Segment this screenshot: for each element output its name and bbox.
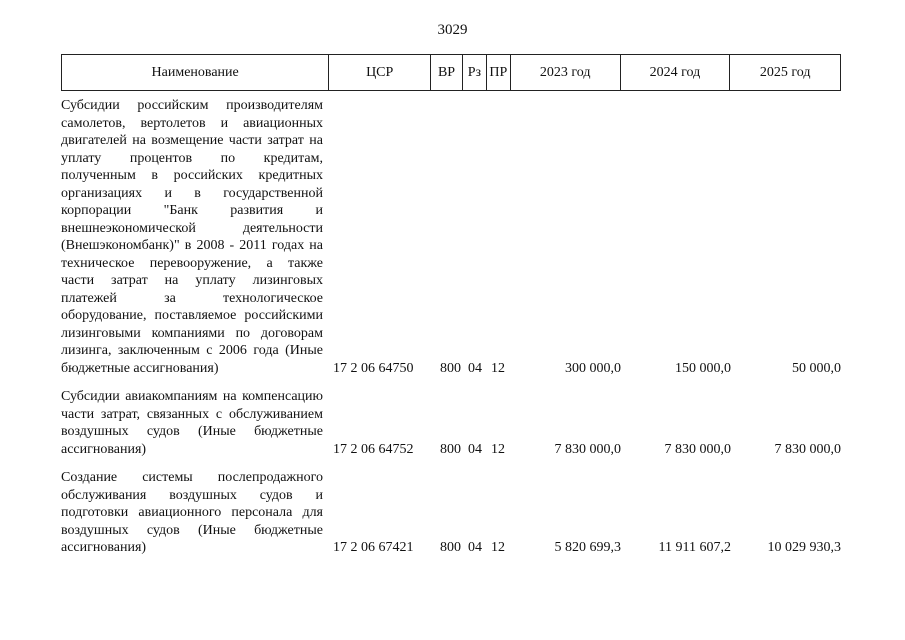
row-amount-2024: 7 830 000,0 (664, 441, 731, 457)
row-amount-2024: 11 911 607,2 (658, 540, 731, 555)
row-rz: 04 (468, 441, 482, 457)
table-row (61, 97, 841, 377)
row-pr: 12 (491, 360, 505, 376)
header-rz: Рз (463, 55, 487, 90)
row-amount-2025: 50 000,0 (792, 360, 841, 376)
table-row (61, 388, 841, 458)
header-csr: ЦСР (329, 55, 431, 90)
header-pr: ПР (487, 55, 511, 90)
row-pr: 12 (491, 540, 505, 555)
row-name: Создание системы послепродажного обслуживания воздушных судов и подготовки авиационного персонала для воздушных судов (Иные бюджетные ассигнования) (61, 470, 323, 555)
row-pr: 12 (491, 441, 505, 457)
header-vr: ВР (431, 55, 463, 90)
page-number: 3029 (437, 22, 468, 38)
row-amount-2025: 10 029 930,3 (767, 540, 841, 555)
row-amount-2023: 7 830 000,0 (554, 441, 621, 457)
header-year-2023: 2023 год (511, 55, 621, 90)
row-amount-2024: 150 000,0 (675, 360, 731, 376)
row-vr: 800 (440, 540, 461, 555)
table-header (61, 54, 841, 91)
row-amount-2023: 300 000,0 (565, 360, 621, 376)
row-amount-2023: 5 820 699,3 (554, 540, 621, 555)
table-row (61, 469, 841, 557)
row-rz: 04 (468, 360, 482, 376)
row-csr: 17 2 06 64750 (333, 360, 414, 376)
table-body (61, 97, 841, 568)
row-name: Субсидии авиакомпаниям на компенсацию части затрат, связанных с обслуживанием воздушных судов (Иные бюджетные ассигнования) (61, 389, 323, 457)
row-name: Субсидии российским производителям самолетов, вертолетов и авиационных двигателей на возмещение части затрат на уплату процентов по кредитам, полученным в российских кредитных организациях и в государственной корпорации "Банк развития и внешнеэкономической деятельности (Внешэкономбанк)" в 2008 - 2011 годах на техническое перевооружение, а также части затрат на уплату лизинговых платежей за технологическое оборудование, поставляемое российскими лизинговыми компаниями по договорам лизинга, заключенным с 2006 года (Иные бюджетные ассигнования) (61, 98, 323, 376)
row-csr: 17 2 06 67421 (333, 540, 414, 555)
row-rz: 04 (468, 540, 482, 555)
row-vr: 800 (440, 441, 461, 457)
row-amount-2025: 7 830 000,0 (774, 441, 841, 457)
header-year-2025: 2025 год (759, 64, 811, 80)
header-name: Наименование (62, 55, 329, 90)
row-csr: 17 2 06 64752 (333, 441, 414, 457)
row-vr: 800 (440, 360, 461, 376)
header-year-2024: 2024 год (621, 55, 731, 90)
